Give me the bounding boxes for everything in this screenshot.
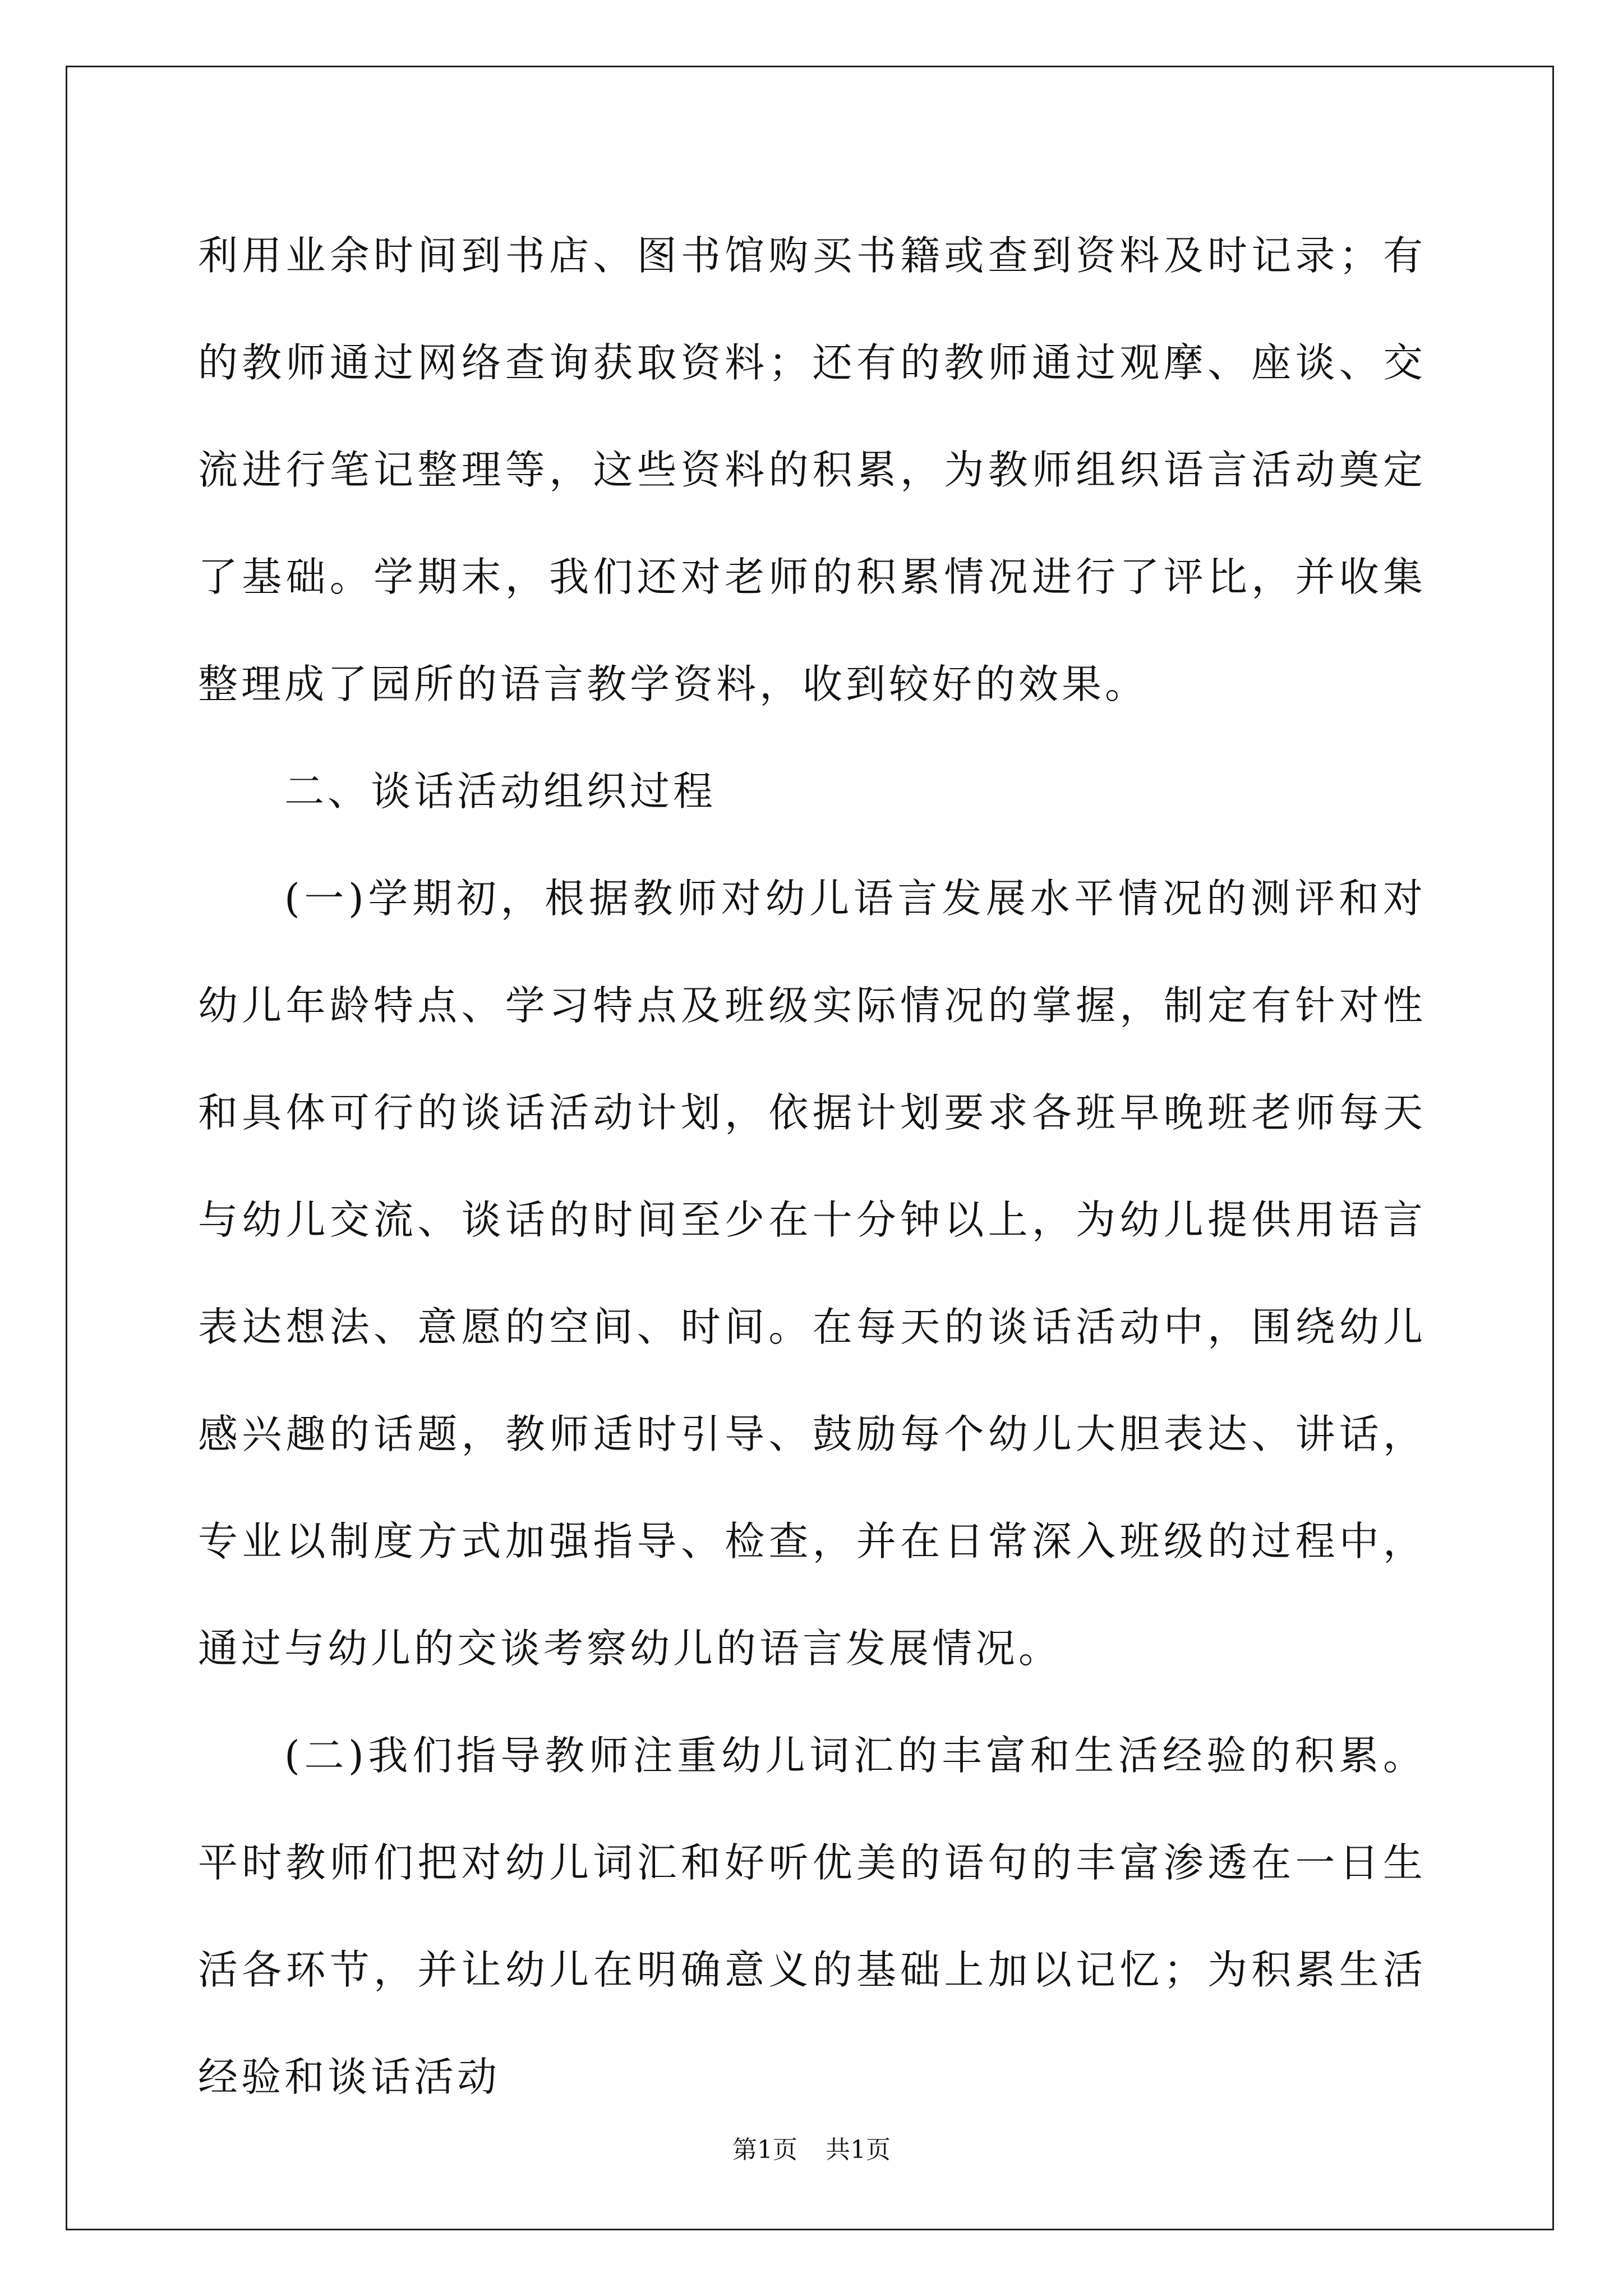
- paragraph-3: (二)我们指导教师注重幼儿词汇的丰富和生活经验的积累。平时教师们把对幼儿词汇和好听优美的语句的丰富渗透在一日生活各环节，并让幼儿在明确意义的基础上加以记忆；为积累生活经验和谈话活动: [198, 1732, 1426, 2100]
- document-body: [198, 202, 1426, 2131]
- page-total: 共1页: [826, 2136, 891, 2164]
- section-heading: 二、谈话活动组织过程: [284, 768, 717, 815]
- paragraph-2: (一)学期初，根据教师对幼儿语言发展水平情况的测评和对幼儿年龄特点、学习特点及班级实际情况的掌握，制定有针对性和具体可行的谈话活动计划，依据计划要求各班早晚班老师每天与幼儿交流、谈话的时间至少在十分钟以上，为幼儿提供用语言表达想法、意愿的空间、时间。在每天的谈话活动中，围绕幼儿感兴趣的话题，教师适时引导、鼓励每个幼儿大胆表达、讲话，专业以制度方式加强指导、检查，并在日常深入班级的过程中，通过与幼儿的交谈考察幼儿的语言发展情况。: [198, 875, 1426, 1672]
- paragraph-1: 利用业余时间到书店、图书馆购买书籍或查到资料及时记录；有的教师通过网络查询获取资料；还有的教师通过观摩、座谈、交流进行笔记整理等，这些资料的积累，为教师组织语言活动奠定了基础。学期末，我们还对老师的积累情况进行了评比，并收集整理成了园所的语言教学资料，收到较好的效果。: [198, 232, 1426, 707]
- page-footer: [0, 2129, 1623, 2165]
- page-number: 第1页: [732, 2136, 797, 2164]
